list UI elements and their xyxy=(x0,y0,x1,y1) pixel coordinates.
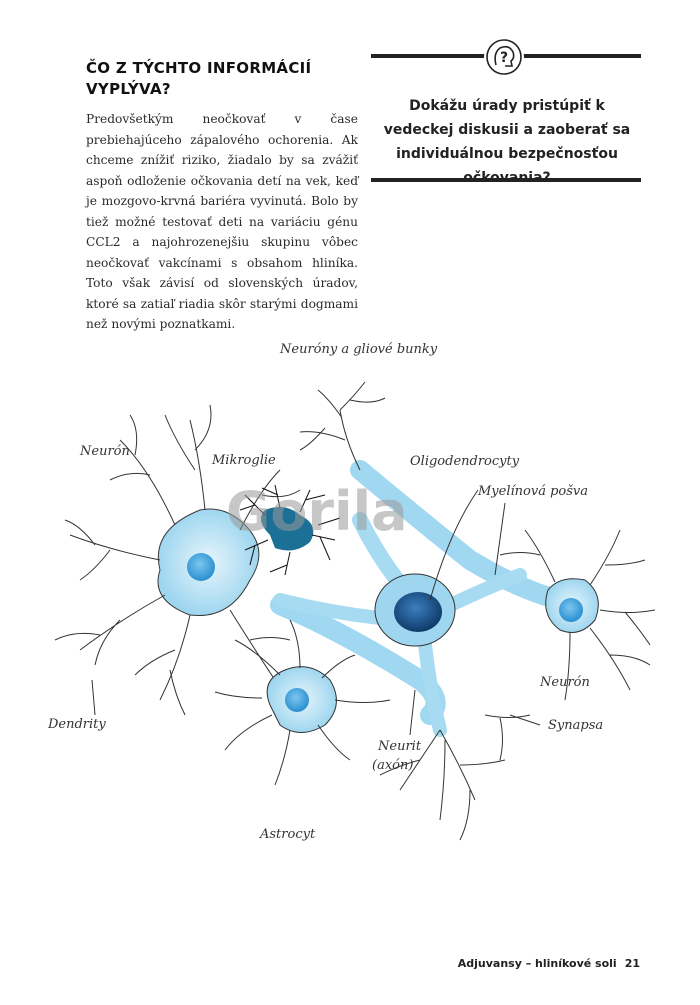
callout-bottom-rule xyxy=(371,178,641,182)
diagram-title: Neuróny a gliové bunky xyxy=(280,342,438,357)
section-heading: ČO Z TÝCHTO INFORMÁCIÍ VYPLÝVA? xyxy=(86,59,312,98)
question-head-icon xyxy=(484,37,524,77)
label-dendrites: Dendrity xyxy=(48,717,106,732)
dendrite-tree-top xyxy=(300,382,385,470)
label-oligodendrocytes: Oligodendrocyty xyxy=(410,454,520,469)
label-myelin: Myelínová pošva xyxy=(478,484,589,499)
watermark-logo: Gorila xyxy=(226,480,408,543)
page-footer xyxy=(458,957,640,970)
dendrite-tree-bottom xyxy=(380,715,530,840)
footer-title: Adjuvansy – hliníkové soli xyxy=(457,957,617,970)
label-axon: (axón) xyxy=(372,758,414,773)
label-synapse: Synapsa xyxy=(548,718,604,733)
body-paragraph: Predovšetkým neočkovať v čase prebiehajúceho zápalového ochorenia. Ak chceme znížiť riziko, žiadalo by sa zvážiť aspoň odloženie očkovania detí na vek, keď je mozgovo-krvná bariéra vyvinutá. Bolo by tiež možné testovať deti na variáciu génu CCL2 a najohrozenejšiu skupinu vôbec neočkovať vakcínami s obsahom hliníka. Toto však závisí od slovenských úradov, ktoré sa zatiaľ riadia skôr starými dogmami než novými poznatkami. xyxy=(86,112,358,331)
label-microglia: Mikroglie xyxy=(212,453,276,468)
svg-text:?: ? xyxy=(500,50,509,66)
callout-question: Dokážu úrady pristúpiť k vedeckej diskusii a zaoberať sa individuálnou bezpečnosťou xyxy=(383,98,631,162)
label-astrocyte: Astrocyt xyxy=(260,827,316,842)
label-neurite: Neurit xyxy=(378,739,422,754)
label-neuron-left: Neurón xyxy=(80,444,130,459)
page-number: 21 xyxy=(624,957,640,970)
neuron-glia-diagram xyxy=(0,320,700,880)
oligodendrocyte xyxy=(375,574,455,646)
label-neuron-right: Neurón xyxy=(540,675,590,690)
